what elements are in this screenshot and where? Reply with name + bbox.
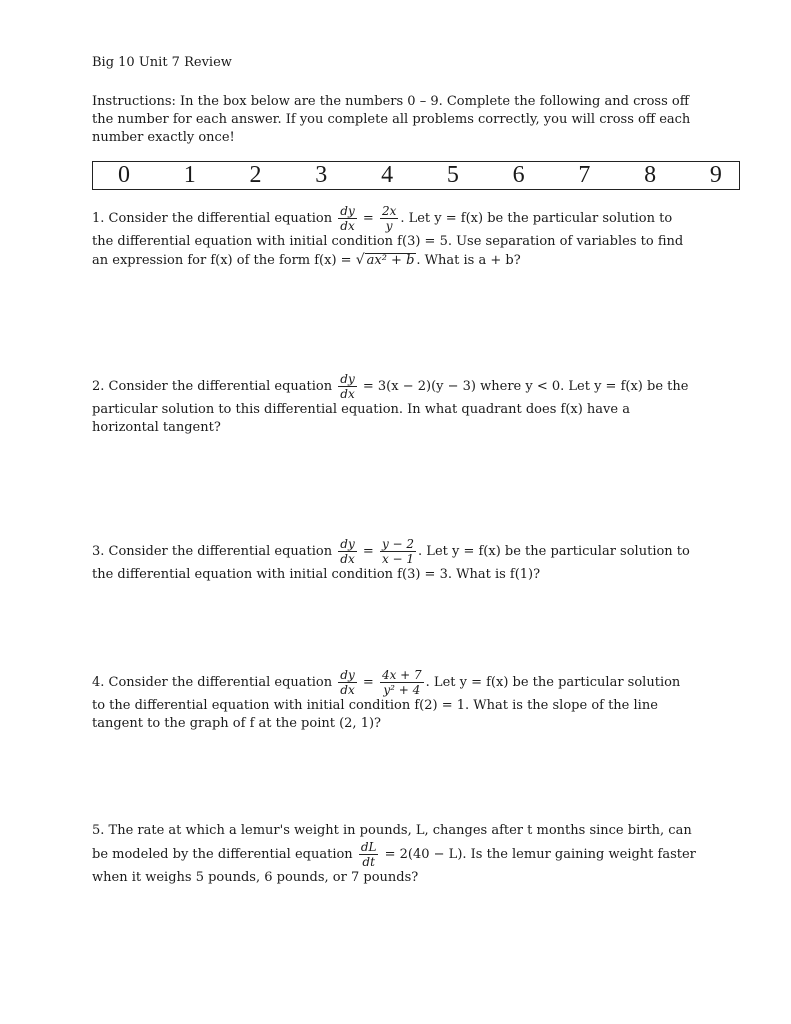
number-2: 2 bbox=[249, 162, 262, 188]
problem-3-text-a: . Let y = f(x) be the particular solution to the differential equation with initial condition f(3) = 3. What is f(1)? bbox=[92, 544, 690, 582]
problem-2 bbox=[92, 372, 697, 437]
problem-2-derivative: $\frac{dy}{dx}$ bbox=[340, 372, 355, 401]
number-5: 5 bbox=[446, 162, 459, 188]
problem-4-derivative: $\frac{dy}{dx}$ bbox=[340, 668, 355, 697]
problem-5 bbox=[92, 822, 697, 887]
problem-3-equals: = bbox=[362, 544, 374, 559]
problem-3-rhs: $\frac{y - 2}{x - 1}$ bbox=[381, 537, 415, 566]
page-title: Big 10 Unit 7 Review bbox=[92, 55, 232, 70]
problem-4-label: 4. Consider the differential equation bbox=[92, 675, 333, 690]
problem-1-text-a: . Let y = f(x) be the particular solution to the differential equation with initial condition f(3) = 5. Use separation of variables to find an expression for f(x) of the form f(x) = bbox=[92, 211, 684, 268]
number-1: 1 bbox=[183, 162, 196, 188]
problem-3-label: 3. Consider the differential equation bbox=[92, 544, 333, 559]
number-7: 7 bbox=[578, 162, 591, 188]
instructions-text: Instructions: In the box below are the numbers 0 – 9. Complete the following and cross off the number for each answer. If you complete all problems correctly, you will cross off each number exactly once! bbox=[92, 94, 691, 145]
number-box bbox=[92, 161, 740, 190]
problem-5-text-b: = 2(40 − L). Is the lemur gaining weight faster when it weighs 5 pounds, 6 pounds, or 7 pounds? bbox=[92, 847, 696, 885]
problem-3 bbox=[92, 537, 697, 584]
problem-1-text-b: . What is a + b? bbox=[416, 253, 521, 268]
problem-4-rhs: $\frac{4x + 7}{\text{y² + 4}}$ bbox=[381, 668, 422, 697]
problem-5-derivative: $\frac{dL}{dt}$ bbox=[360, 840, 377, 869]
problem-4-equals: = bbox=[362, 675, 374, 690]
number-6: 6 bbox=[512, 162, 525, 188]
number-0: 0 bbox=[118, 162, 130, 188]
problem-1-equals: = bbox=[362, 211, 374, 226]
problem-4 bbox=[92, 668, 697, 733]
problem-1-derivative: $\frac{dy}{dx}$ bbox=[340, 204, 355, 233]
number-3: 3 bbox=[315, 162, 328, 188]
problem-1-sqrt: ax² + b bbox=[366, 253, 415, 268]
problem-3-derivative: $\frac{dy}{dx}$ bbox=[340, 537, 355, 566]
problem-1-rhs: $\frac{2x}{y}$ bbox=[381, 204, 397, 233]
number-4: 4 bbox=[381, 162, 394, 188]
number-9: 9 bbox=[709, 162, 722, 188]
problem-4-text-a: . Let y = f(x) be the particular solution to the differential equation with initial condition f(2) = 1. What is the slope of the line tangent to the graph of f at the point (2, 1)? bbox=[92, 675, 681, 731]
problem-5-text-a: 5. The rate at which a lemur's weight in pounds, L, changes after t months since birth, can be modeled by the differential equation bbox=[92, 823, 692, 862]
problem-1: 1. Consider the differential equation $\frac{dy}{dx}$ = $\frac{2x}{y}$ . Let y = f(x) be the particular solution to the differential equation with initial condition f(3) = 5. Use separation of variables to find an expression for f(x) of the form f(x) = √ ax² + b . What is a + b? bbox=[92, 204, 684, 268]
problem-1-label: 1. Consider the differential equation bbox=[92, 211, 333, 226]
problem-2-label: 2. Consider the differential equation bbox=[92, 379, 333, 394]
problem-2-text-a: = 3(x − 2)(y − 3) where y < 0. Let y = f(x) be the particular solution to this differential equation. In what quadrant does f(x) have a horizontal tangent? bbox=[92, 379, 689, 435]
number-8: 8 bbox=[644, 162, 657, 188]
